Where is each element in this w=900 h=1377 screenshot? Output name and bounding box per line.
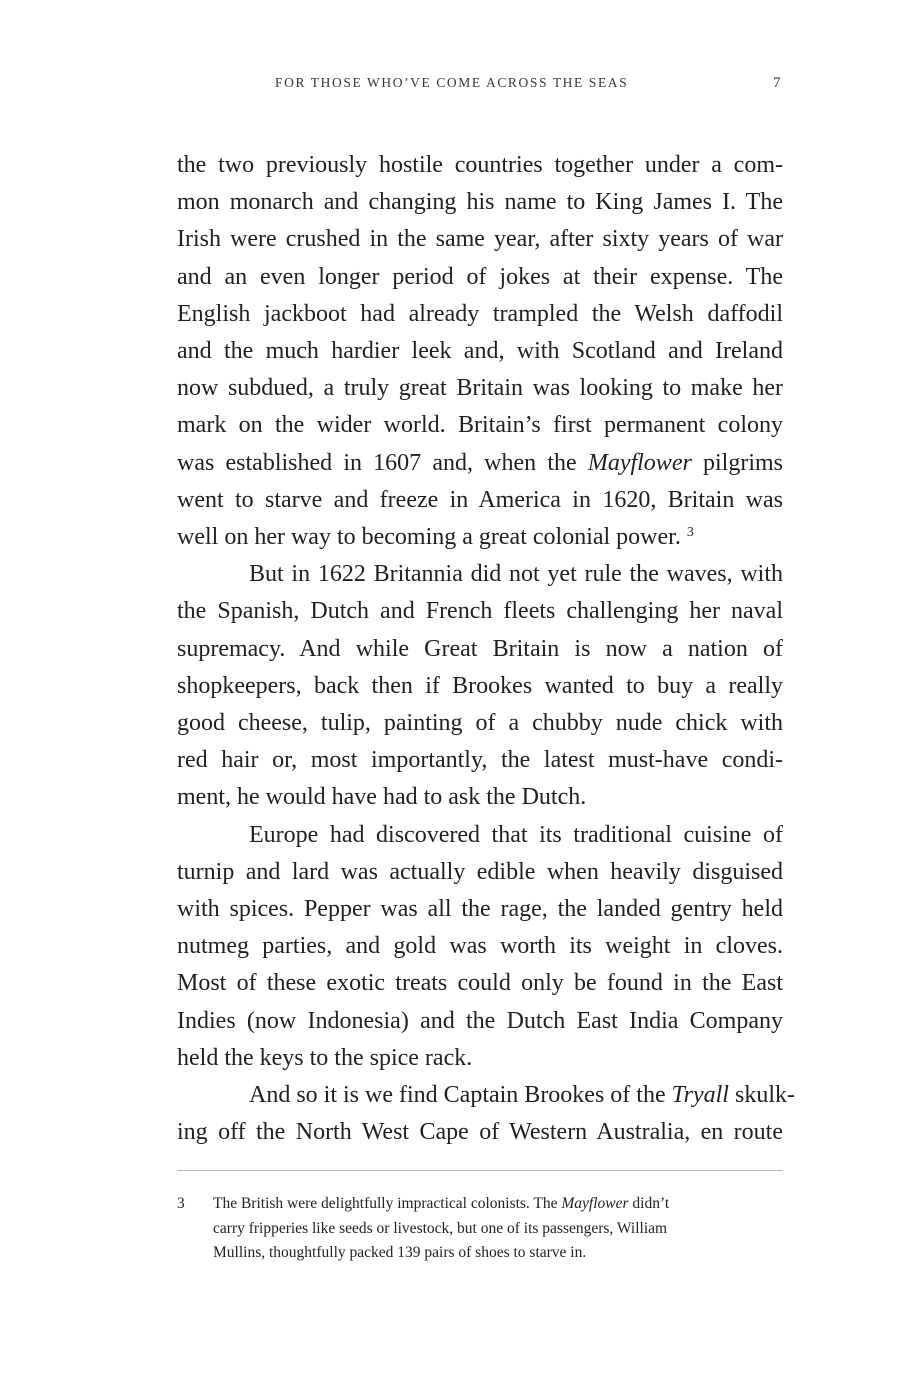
body-text xyxy=(177,147,795,1151)
text-line: held the keys to the spice rack. xyxy=(177,1044,473,1071)
text-line: ing off the North West Cape of Western Australia, en route xyxy=(177,1119,783,1146)
text-run: well on her way to becoming a great colonial power. xyxy=(177,524,681,551)
text-run: pilgrims xyxy=(691,449,783,476)
text-line: went to starve and freeze in America in 1620, Britain was xyxy=(177,486,783,513)
footnote-line xyxy=(213,1192,783,1217)
text-run: The British were delightfully impractical colonists. The xyxy=(213,1195,562,1212)
text-run: didn’t xyxy=(628,1195,670,1212)
text-line: mon monarch and changing his name to King James I. The xyxy=(177,189,783,216)
text-line: with spices. Pepper was all the rage, the landed gentry held xyxy=(177,896,783,923)
footnote-line: carry fripperies like seeds or livestock, but one of its passengers, William xyxy=(213,1219,668,1237)
text-line: the two previously hostile countries together under a com- xyxy=(177,152,783,178)
paragraph-1 xyxy=(177,147,783,556)
footnote-text xyxy=(213,1192,783,1266)
text-line: now subdued, a truly great Britain was looking to make her xyxy=(177,375,783,402)
text-line: and the much hardier leek and, with Scotland and Ireland xyxy=(177,338,783,365)
text-run: skulk- xyxy=(728,1082,795,1109)
text-line: English jackboot had already trampled the Welsh daffodil xyxy=(177,300,783,327)
text-line: Most of these exotic treats could only be found in the East xyxy=(177,970,783,997)
paragraph-2 xyxy=(177,556,783,816)
text-line: Irish were crushed in the same year, after sixty years of war xyxy=(177,226,783,253)
text-line: ment, he would have had to ask the Dutch. xyxy=(177,784,587,811)
text-run: was established in 1607 and, when the xyxy=(177,449,588,476)
footnote-line: Mullins, thoughtfully packed 139 pairs of shoes to starve in. xyxy=(213,1244,587,1261)
running-title: FOR THOSE WHO’VE COME ACROSS THE SEAS xyxy=(275,75,629,90)
paragraph-4 xyxy=(177,1077,795,1151)
text-line: supremacy. And while Great Britain is now a nation of xyxy=(177,635,783,662)
ship-name-tryall: Tryall xyxy=(671,1082,729,1109)
footnote-rule xyxy=(177,1170,783,1171)
text-line xyxy=(177,1077,795,1114)
paragraph-3 xyxy=(177,817,783,1077)
text-line xyxy=(177,445,783,482)
text-line: But in 1622 Britannia did not yet rule the waves, with xyxy=(249,561,783,588)
footnote-number: 3 xyxy=(177,1195,185,1212)
text-line: turnip and lard was actually edible when heavily disguised xyxy=(177,858,783,885)
page-number: 7 xyxy=(773,75,781,91)
running-head xyxy=(0,75,900,95)
text-line: shopkeepers, back then if Brookes wanted to buy a really xyxy=(177,672,783,699)
footnote-reference: 3 xyxy=(686,525,694,541)
text-line: good cheese, tulip, painting of a chubby nude chick with xyxy=(177,710,783,737)
ship-name-mayflower: Mayflower xyxy=(587,449,692,476)
text-line: mark on the wider world. Britain’s first permanent colony xyxy=(177,412,783,439)
text-line: Indies (now Indonesia) and the Dutch East India Company xyxy=(177,1007,783,1034)
text-line: red hair or, most importantly, the latest must-have condi- xyxy=(177,747,783,774)
text-line: Europe had discovered that its traditional cuisine of xyxy=(249,821,783,848)
text-line: and an even longer period of jokes at their expense. The xyxy=(177,263,783,290)
text-run: And so it is we find Captain Brookes of the xyxy=(249,1082,672,1109)
ship-name-mayflower: Mayflower xyxy=(561,1195,629,1212)
text-line: nutmeg parties, and gold was worth its weight in cloves. xyxy=(177,933,783,960)
text-line xyxy=(177,519,783,556)
text-line: the Spanish, Dutch and French fleets challenging her naval xyxy=(177,598,783,625)
